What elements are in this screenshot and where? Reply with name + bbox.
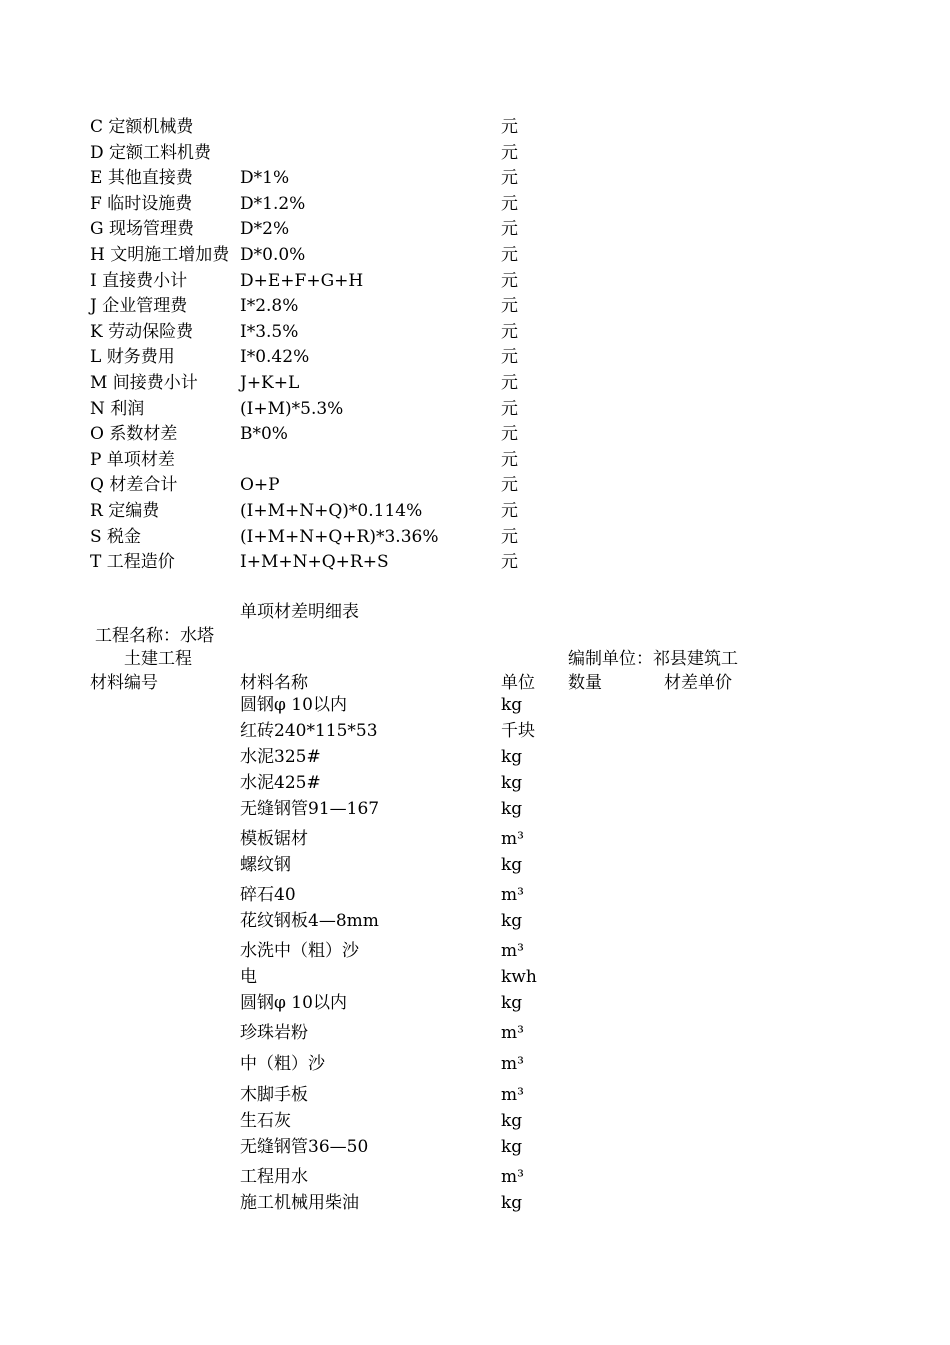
summary-item-formula: I*0.42%: [240, 347, 310, 367]
summary-item-unit: 元: [501, 143, 518, 163]
header-quantity: 数量: [568, 673, 602, 693]
summary-item-label: F 临时设施费: [90, 194, 193, 214]
material-name: 木脚手板: [240, 1085, 308, 1105]
summary-item-formula: D*0.0%: [240, 245, 306, 265]
project-name: 工程名称：水塔: [95, 626, 214, 646]
summary-item-unit: 元: [501, 347, 518, 367]
material-name: 中（粗）沙: [240, 1054, 325, 1074]
summary-item-label: E 其他直接费: [90, 168, 193, 188]
material-unit: m³: [501, 1054, 524, 1074]
summary-item-unit: 元: [501, 424, 518, 444]
material-name: 无缝钢管36—50: [240, 1137, 369, 1157]
summary-item-label: I 直接费小计: [90, 271, 188, 291]
summary-item-formula: I*2.8%: [240, 296, 299, 316]
compiling-unit: 编制单位：祁县建筑工: [568, 649, 738, 669]
material-name: 圆钢φ 10以内: [240, 993, 347, 1013]
material-name: 生石灰: [240, 1111, 291, 1131]
material-name: 水洗中（粗）沙: [240, 941, 359, 961]
material-unit: kg: [501, 911, 523, 931]
summary-item-unit: 元: [501, 450, 518, 470]
summary-item-unit: 元: [501, 245, 518, 265]
summary-item-label: G 现场管理费: [90, 219, 194, 239]
material-unit: kg: [501, 1111, 523, 1131]
material-name: 珍珠岩粉: [240, 1023, 308, 1043]
summary-item-unit: 元: [501, 168, 518, 188]
material-unit: m³: [501, 885, 524, 905]
material-name: 花纹钢板4—8mm: [240, 911, 379, 931]
summary-item-unit: 元: [501, 117, 518, 137]
material-name: 工程用水: [240, 1167, 308, 1187]
header-price-difference: 材差单价: [664, 673, 732, 693]
detail-table-title: 单项材差明细表: [240, 602, 359, 622]
summary-item-unit: 元: [501, 527, 518, 547]
material-name: 电: [240, 967, 257, 987]
summary-item-label: S 税金: [90, 527, 142, 547]
summary-item-label: Q 材差合计: [90, 475, 178, 495]
project-name-continued: 土建工程: [124, 649, 192, 669]
summary-item-unit: 元: [501, 271, 518, 291]
summary-item-unit: 元: [501, 475, 518, 495]
material-unit: kg: [501, 1137, 523, 1157]
summary-item-unit: 元: [501, 296, 518, 316]
material-name: 螺纹钢: [240, 855, 291, 875]
summary-item-unit: 元: [501, 399, 518, 419]
summary-item-formula: D+E+F+G+H: [240, 271, 364, 291]
summary-item-formula: (I+M+N+Q)*0.114%: [240, 501, 423, 521]
material-unit: kg: [501, 747, 523, 767]
material-unit: 千块: [501, 721, 535, 741]
material-unit: m³: [501, 1023, 524, 1043]
summary-item-label: J 企业管理费: [90, 296, 188, 316]
summary-item-unit: 元: [501, 373, 518, 393]
summary-item-label: N 利润: [90, 399, 145, 419]
summary-item-formula: O+P: [240, 475, 280, 495]
material-unit: kwh: [501, 967, 537, 987]
summary-item-label: C 定额机械费: [90, 117, 194, 137]
summary-item-formula: D*1%: [240, 168, 290, 188]
header-material-name: 材料名称: [240, 673, 308, 693]
summary-item-label: R 定编费: [90, 501, 160, 521]
summary-item-formula: (I+M)*5.3%: [240, 399, 344, 419]
material-name: 水泥325#: [240, 747, 321, 767]
summary-item-unit: 元: [501, 552, 518, 572]
material-unit: m³: [501, 829, 524, 849]
summary-item-unit: 元: [501, 194, 518, 214]
summary-item-formula: D*1.2%: [240, 194, 306, 214]
material-name: 红砖240*115*53: [240, 721, 378, 741]
material-name: 无缝钢管91—167: [240, 799, 380, 819]
summary-item-unit: 元: [501, 322, 518, 342]
header-unit: 单位: [501, 673, 535, 693]
material-name: 碎石40: [240, 885, 296, 905]
summary-item-unit: 元: [501, 219, 518, 239]
summary-item-formula: I+M+N+Q+R+S: [240, 552, 389, 572]
summary-item-formula: D*2%: [240, 219, 290, 239]
summary-item-label: H 文明施工增加费: [90, 245, 230, 265]
summary-item-label: L 财务费用: [90, 347, 175, 367]
material-unit: m³: [501, 941, 524, 961]
material-unit: kg: [501, 773, 523, 793]
material-name: 模板锯材: [240, 829, 308, 849]
summary-item-label: O 系数材差: [90, 424, 178, 444]
summary-item-formula: J+K+L: [240, 373, 300, 393]
summary-item-label: P 单项材差: [90, 450, 175, 470]
material-unit: m³: [501, 1085, 524, 1105]
material-unit: m³: [501, 1167, 524, 1187]
material-name: 施工机械用柴油: [240, 1193, 359, 1213]
header-material-code: 材料编号: [90, 673, 158, 693]
summary-item-label: K 劳动保险费: [90, 322, 194, 342]
summary-item-label: M 间接费小计: [90, 373, 198, 393]
summary-item-label: D 定额工料机费: [90, 143, 212, 163]
material-unit: kg: [501, 695, 523, 715]
summary-item-formula: I*3.5%: [240, 322, 299, 342]
summary-item-unit: 元: [501, 501, 518, 521]
material-unit: kg: [501, 799, 523, 819]
material-unit: kg: [501, 855, 523, 875]
material-unit: kg: [501, 1193, 523, 1213]
summary-item-formula: (I+M+N+Q+R)*3.36%: [240, 527, 439, 547]
material-unit: kg: [501, 993, 523, 1013]
summary-item-label: T 工程造价: [90, 552, 175, 572]
material-name: 水泥425#: [240, 773, 321, 793]
summary-item-formula: B*0%: [240, 424, 288, 444]
material-name: 圆钢φ 10以内: [240, 695, 347, 715]
